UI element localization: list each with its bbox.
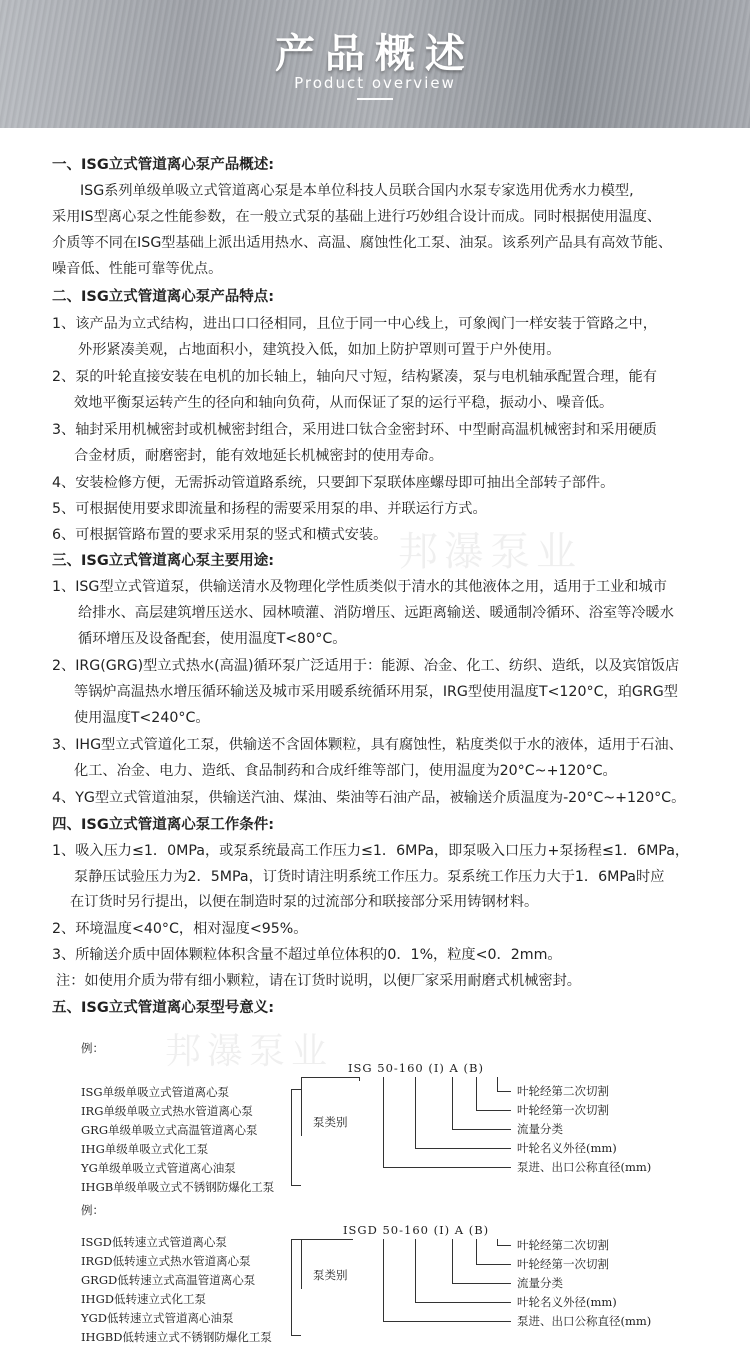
leader-line — [383, 1077, 384, 1168]
text-line: 6、可根据管路布置的要求采用泵的竖式和横式安装。 — [52, 527, 388, 543]
meaning-item: 流量分类 — [517, 1122, 563, 1136]
bracket-line — [291, 1089, 301, 1090]
text-line: 2、环境温度<40°C，相对湿度<95%。 — [52, 921, 308, 937]
pump-type-item: IHG单级单吸立式化工泵 — [81, 1142, 209, 1156]
pump-type-item: ISGD低转速立式管道离心泵 — [81, 1235, 227, 1249]
bracket-line — [301, 1077, 302, 1136]
section-heading-uses: 三、ISG立式管道离心泵主要用途: — [52, 553, 275, 569]
meaning-item: 泵进、出口公称直径(mm) — [517, 1314, 652, 1328]
leader-line — [452, 1129, 511, 1130]
pump-type-item: IHGBD低转速立式不锈钢防爆化工泵 — [81, 1330, 272, 1344]
leader-line — [415, 1239, 416, 1303]
text-line: 化工、冶金、电力、造纸、食品制药和合成纤维等部门，使用温度为20°C~+120°C。 — [74, 763, 617, 779]
example-label: 例： — [81, 1041, 104, 1055]
model-code: ISGD 50-160 (I) A (B) — [343, 1223, 490, 1237]
leader-line — [383, 1321, 511, 1322]
text-line: 介质等不同在ISG型基础上派出适用热水、高温、腐蚀性化工泵、油泵。该系列产品具有高效节能、 — [52, 235, 673, 251]
text-line: 等锅炉高温热水增压循环输送及城市采用暖系统循环用泵，IRG型使用温度T<120°C，珀GRG型 — [74, 684, 678, 700]
meaning-item: 叶轮经第一次切割 — [517, 1257, 609, 1271]
meaning-item: 叶轮名义外径(mm) — [517, 1295, 617, 1309]
bracket-line — [301, 1239, 302, 1289]
text-line: 3、IHG型立式管道化工泵，供输送不含固体颗粒，具有腐蚀性，粘度类似于水的液体，适用于石油、 — [52, 737, 683, 753]
pump-type-item: YG单级单吸立式管道离心油泵 — [81, 1161, 236, 1175]
text-line: 采用IS型离心泵之性能参数，在一般立式泵的基础上进行巧妙组合设计而成。同时根据使用温度、 — [52, 209, 662, 225]
bracket-line — [359, 1077, 360, 1081]
pump-type-item: GRG单级单吸立式高温管道离心泵 — [81, 1123, 258, 1137]
text-line: 使用温度T<240°C。 — [74, 710, 210, 726]
meaning-item: 叶轮经第一次切割 — [517, 1103, 609, 1117]
bracket-line — [301, 1239, 353, 1240]
pump-type-item: YGD低转速立式管道离心油泵 — [81, 1311, 234, 1325]
pump-type-item: IHGD低转速立式化工泵 — [81, 1292, 206, 1306]
text-line: 效地平衡泵运转产生的径向和轴向负荷，从而保证了泵的运行平稳，振动小、噪音低。 — [74, 395, 614, 411]
text-line: 4、安装检修方便，无需拆动管道路系统，只要卸下泵联体座螺母即可抽出全部转子部件。 — [52, 475, 615, 491]
leader-line — [415, 1302, 511, 1303]
model-meaning-diagram — [65, 1023, 687, 1348]
meaning-item: 叶轮经第二次切割 — [517, 1084, 609, 1098]
leader-line — [452, 1239, 453, 1284]
text-line: 4、YG型立式管道油泵，供输送汽油、煤油、柴油等石油产品，被输送介质温度为-20°C~+120°C。 — [52, 790, 686, 806]
text-line: 3、轴封采用机械密封或机械密封组合，采用进口钛合金密封环、中型耐高温机械密封和采用硬质 — [52, 422, 657, 438]
bracket-line — [291, 1089, 292, 1186]
pump-type-item: IRG单级单吸立式热水管道离心泵 — [81, 1104, 253, 1118]
leader-line — [476, 1239, 477, 1265]
title-underline — [357, 98, 393, 100]
text-line: 1、ISG型立式管道泵，供输送清水及物理化学性质类似于清水的其他液体之用，适用于工业和城市 — [52, 579, 667, 595]
meaning-item: 叶轮名义外径(mm) — [517, 1141, 617, 1155]
text-line: ISG系列单级单吸立式管道离心泵是本单位科技人员联合国内水泵专家选用优秀水力模型, — [80, 183, 634, 199]
pump-type-item: ISG单级单吸立式管道离心泵 — [81, 1085, 230, 1099]
text-line: 循环增压及设备配套，使用温度T<80°C。 — [78, 631, 347, 647]
section-heading-overview: 一、ISG立式管道离心泵产品概述: — [52, 157, 275, 173]
pump-type-item: IRGD低转速立式热水管道离心泵 — [81, 1254, 251, 1268]
pump-category-label: 泵类别 — [313, 1268, 348, 1282]
bracket-line — [291, 1335, 301, 1336]
meaning-item: 叶轮经第二次切割 — [517, 1238, 609, 1252]
leader-line — [476, 1264, 511, 1265]
text-line: 外形紧凑美观，占地面积小，建筑投入低，如加上防护罩则可置于户外使用。 — [78, 342, 561, 358]
meaning-item: 流量分类 — [517, 1276, 563, 1290]
section-heading-features: 二、ISG立式管道离心泵产品特点: — [52, 289, 275, 305]
bracket-line — [291, 1185, 301, 1186]
pump-type-item: GRGD低转速立式高温管道离心泵 — [81, 1273, 256, 1287]
example-label: 例： — [81, 1203, 104, 1217]
text-line: 合金材质，耐磨密封，能有效地延长机械密封的使用寿命。 — [74, 448, 443, 464]
leader-line — [383, 1239, 384, 1322]
watermark: 邦瀑泵业 — [165, 1031, 334, 1072]
section-heading-model: 五、ISG立式管道离心泵型号意义: — [52, 1000, 275, 1016]
leader-line — [497, 1077, 498, 1092]
leader-line — [497, 1245, 511, 1246]
text-line: 3、所输送介质中固体颗粒体积含量不超过单位体积的0．1%，粒度<0．2mm。 — [52, 947, 562, 963]
page-title: 产品概述 — [275, 31, 475, 77]
model-code: ISG 50-160 (I) A (B) — [348, 1061, 484, 1075]
page-subtitle: Product overview — [294, 74, 456, 92]
text-line: 1、吸入压力≤1．0MPa，或泵系统最高工作压力≤1．6MPa，即泵吸入口压力+泵扬程≤1．6MPa， — [52, 843, 690, 859]
leader-line — [452, 1283, 511, 1284]
text-line: 泵静压试验压力为2．5MPa，订货时请注明系统工作压力。泵系统工作压力大于1．6MPa时应 — [74, 869, 665, 885]
bracket-line — [291, 1239, 301, 1240]
text-line: 在订货时另行提出，以便在制造时泵的过流部分和联接部分采用铸钢材料。 — [70, 894, 539, 910]
text-line: 2、IRG(GRG)型立式热水(高温)循环泵广泛适用于：能源、冶金、化工、纺织、造纸，以及宾馆饭店 — [52, 658, 680, 674]
note-line: 注：如使用介质为带有细小颗粒，请在订货时说明，以便厂家采用耐磨式机械密封。 — [56, 973, 581, 989]
bracket-line — [291, 1239, 292, 1336]
leader-line — [383, 1167, 511, 1168]
bracket-line — [301, 1077, 359, 1078]
meaning-item: 泵进、出口公称直径(mm) — [517, 1160, 652, 1174]
section-heading-conditions: 四、ISG立式管道离心泵工作条件: — [52, 817, 275, 833]
leader-line — [497, 1091, 511, 1092]
text-line: 噪音低、性能可靠等优点。 — [52, 261, 223, 277]
watermark: 邦瀑泵业 — [398, 529, 582, 575]
text-line: 5、可根据使用要求即流量和扬程的需要采用泵的串、并联运行方式。 — [52, 501, 487, 517]
pump-category-label: 泵类别 — [313, 1115, 348, 1129]
leader-line — [452, 1077, 453, 1130]
leader-line — [415, 1148, 511, 1149]
page-header — [0, 0, 750, 128]
text-line: 1、该产品为立式结构，进出口口径相同，且位于同一中心线上，可象阀门一样安装于管路之中， — [52, 316, 657, 332]
leader-line — [476, 1077, 477, 1111]
pump-type-item: IHGB单级单吸立式不锈钢防爆化工泵 — [81, 1180, 275, 1194]
text-line: 2、泵的叶轮直接安装在电机的加长轴上，轴向尺寸短，结构紧凑，泵与电机轴承配置合理，能有 — [52, 369, 657, 385]
leader-line — [476, 1110, 511, 1111]
leader-line — [415, 1077, 416, 1149]
text-line: 给排水、高层建筑增压送水、园林喷灌、消防增压、远距离输送、暖通制冷循环、浴室等冷暖水 — [78, 605, 674, 621]
